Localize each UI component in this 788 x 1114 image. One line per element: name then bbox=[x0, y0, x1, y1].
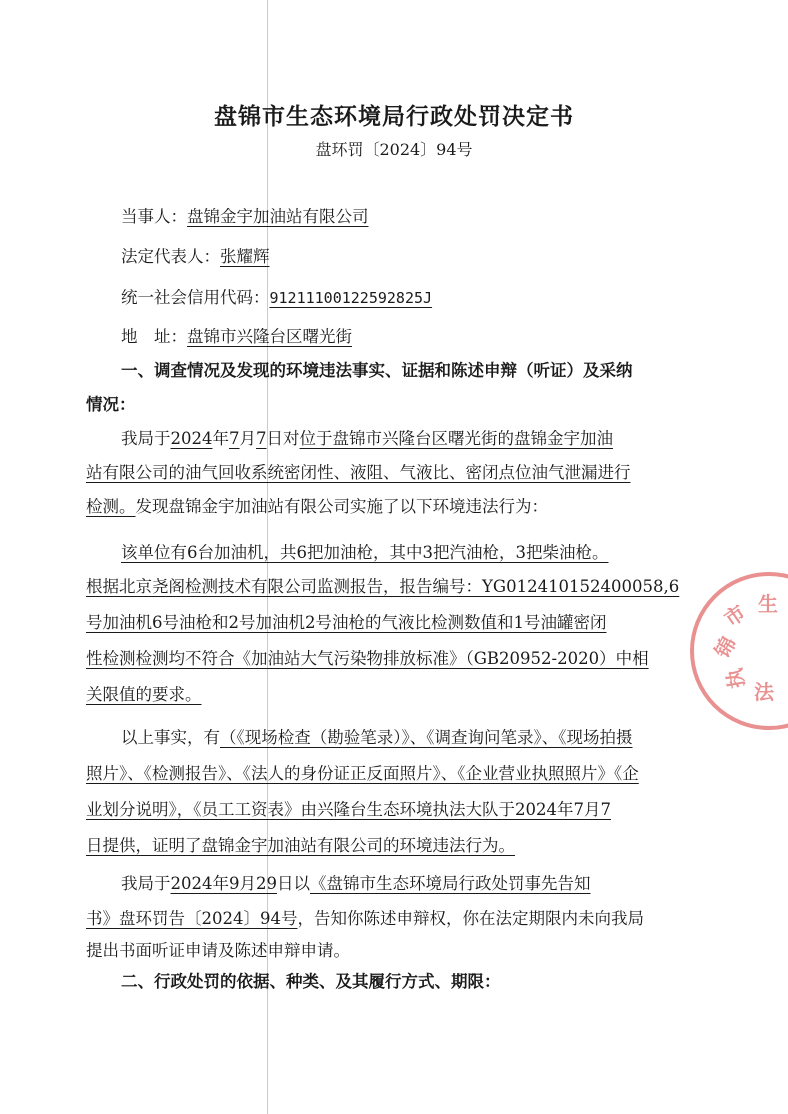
address-line bbox=[121, 326, 352, 348]
credit-code-value: 91211100122592825J bbox=[269, 289, 433, 307]
p2-line1: 该单位有6台加油机，共6把加油枪，其中3把汽油枪，3把柴油枪。 bbox=[121, 543, 609, 562]
legal-rep-line bbox=[121, 246, 270, 268]
p1-text: 检测。 bbox=[86, 497, 136, 516]
p2-line2: 根据北京尧阁检测技术有限公司监测报告，报告编号：YG012410152400058,6 bbox=[86, 577, 680, 596]
p1-text: 日对 bbox=[266, 429, 300, 448]
p1-text: 年 bbox=[212, 429, 229, 448]
p4-text: 年 bbox=[212, 874, 229, 893]
credit-code-line bbox=[121, 287, 432, 309]
p1-location: 位于盘锦市兴隆台区曙光街的盘锦金宇加油 bbox=[299, 429, 613, 448]
p3-evidence: （《现场检查（勘验笔录）》、《调查询问笔录》、《现场拍摄 bbox=[220, 728, 633, 747]
p4-notice: 《盘锦市生态环境局行政处罚事先告知 bbox=[310, 874, 591, 893]
legal-rep-value: 张耀辉 bbox=[220, 247, 270, 266]
p4-day: 29 bbox=[256, 874, 277, 893]
p1-day: 7 bbox=[256, 429, 267, 448]
p1-line2: 站有限公司的油气回收系统密闭性、液阻、气液比、密闭点位油气泄漏进行 bbox=[86, 463, 631, 482]
p4-text: 日以 bbox=[277, 874, 310, 893]
p2-line4: 性检测检测均不符合《加油站大气污染物排放标准》（GB20952-2020）中相 bbox=[86, 649, 649, 668]
p4-notice-number: 书》盘环罚告〔2024〕94号 bbox=[86, 909, 298, 928]
section2-heading: 二、行政处罚的依据、种类、及其履行方式、期限： bbox=[121, 972, 501, 991]
p3-line3: 业划分说明》，《员工工资表》由兴隆台生态环境执法大队于2024年7月7 bbox=[86, 800, 611, 819]
p3-line2: 照片》、《检测报告》、《法人的身份证正反面照片》、《企业营业执照照片》《企 bbox=[86, 764, 639, 783]
p4-month: 9 bbox=[229, 874, 240, 893]
section1-heading-line1: 一、调查情况及发现的环境违法事实、证据和陈述申辩（听证）及采纳 bbox=[121, 361, 633, 380]
p1-line3 bbox=[86, 496, 548, 518]
p1-line1 bbox=[121, 428, 613, 450]
p4-year: 2024 bbox=[170, 874, 213, 893]
party-line bbox=[121, 206, 369, 228]
document-number: 盘环罚〔2024〕94号 bbox=[315, 140, 473, 159]
legal-rep-label: 法定代表人： bbox=[121, 247, 220, 266]
section1-heading-line2: 情况： bbox=[86, 395, 136, 414]
p1-month: 7 bbox=[229, 429, 240, 448]
p1-year: 2024 bbox=[170, 429, 213, 448]
document-title: 盘锦市生态环境局行政处罚决定书 bbox=[214, 103, 574, 130]
p4-text: 月 bbox=[239, 874, 256, 893]
p4-text: ，告知你陈述申辩权，你在法定期限内未向我局 bbox=[297, 909, 644, 928]
p2-line5: 关限值的要求。 bbox=[86, 685, 202, 704]
party-value: 盘锦金宇加油站有限公司 bbox=[187, 207, 369, 226]
party-label: 当事人： bbox=[121, 207, 187, 226]
address-value: 盘锦市兴隆台区曙光街 bbox=[187, 327, 352, 346]
p1-text: 发现盘锦金宇加油站有限公司实施了以下环境违法行为： bbox=[135, 497, 548, 516]
p3-line1 bbox=[121, 727, 633, 749]
p4-line3: 提出书面听证申请及陈述申辩申请。 bbox=[86, 941, 350, 960]
credit-code-label: 统一社会信用代码： bbox=[121, 288, 270, 307]
official-seal-stamp: 市 生 锦 执 法 bbox=[690, 572, 788, 730]
p4-line2 bbox=[86, 908, 644, 930]
p3-line4: 日提供，证明了盘锦金宇加油站有限公司的环境违法行为。 bbox=[86, 836, 515, 855]
address-label: 地 址： bbox=[121, 327, 187, 346]
p2-line3: 号加油机6号油枪和2号加油机2号油枪的气液比检测数值和1号油罐密闭 bbox=[86, 613, 607, 632]
p3-text: 以上事实，有 bbox=[121, 728, 220, 747]
p4-text: 我局于 bbox=[121, 874, 171, 893]
p1-text: 月 bbox=[239, 429, 256, 448]
p1-text: 我局于 bbox=[121, 429, 171, 448]
p4-line1 bbox=[121, 873, 591, 895]
